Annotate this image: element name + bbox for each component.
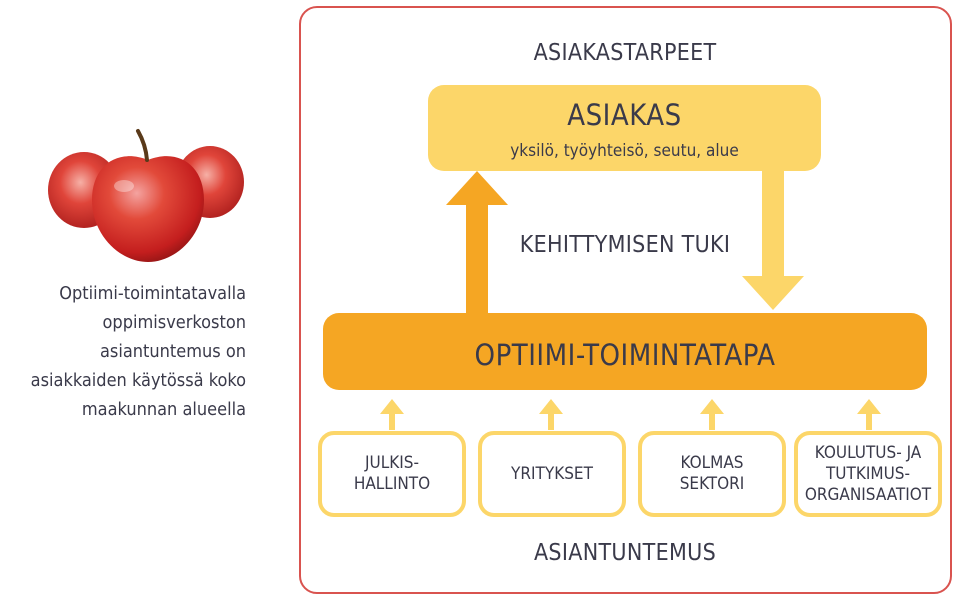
sector-label: JULKIS- HALLINTO (353, 453, 431, 494)
left-description-line: oppimisverkoston (102, 312, 246, 333)
expertise-label: ASIANTUNTEMUS (533, 540, 717, 566)
apples-illustration (0, 0, 260, 270)
customer-subtitle: yksilö, työyhteisö, seutu, alue (510, 141, 739, 161)
front-apple (92, 131, 204, 262)
customer-needs-label: ASIAKASTARPEET (533, 40, 717, 66)
customer-title: ASIAKAS (567, 98, 682, 132)
sector-label: YRITYKSET (511, 463, 593, 484)
left-description (0, 279, 246, 424)
sector-label: KOLMAS SEKTORI (679, 453, 745, 494)
sector-education-research (794, 431, 942, 517)
sector-label: KOULUTUS- JA TUTKIMUS- ORGANISAATIOT (804, 442, 932, 505)
sector-companies (478, 431, 626, 517)
development-support-label: KEHITTYMISEN TUKI (519, 232, 731, 258)
sector-third-sector (638, 431, 786, 517)
left-description-line: maakunnan alueella (81, 399, 246, 420)
sector-public-administration (318, 431, 466, 517)
left-description-line: asiantuntemus on (99, 341, 246, 362)
left-description-line: asiakkaiden käytössä koko (30, 370, 246, 391)
optiimi-title: OPTIIMI-TOIMINTATAPA (474, 338, 776, 372)
left-description-line: Optiimi-toimintatavalla (59, 283, 246, 304)
